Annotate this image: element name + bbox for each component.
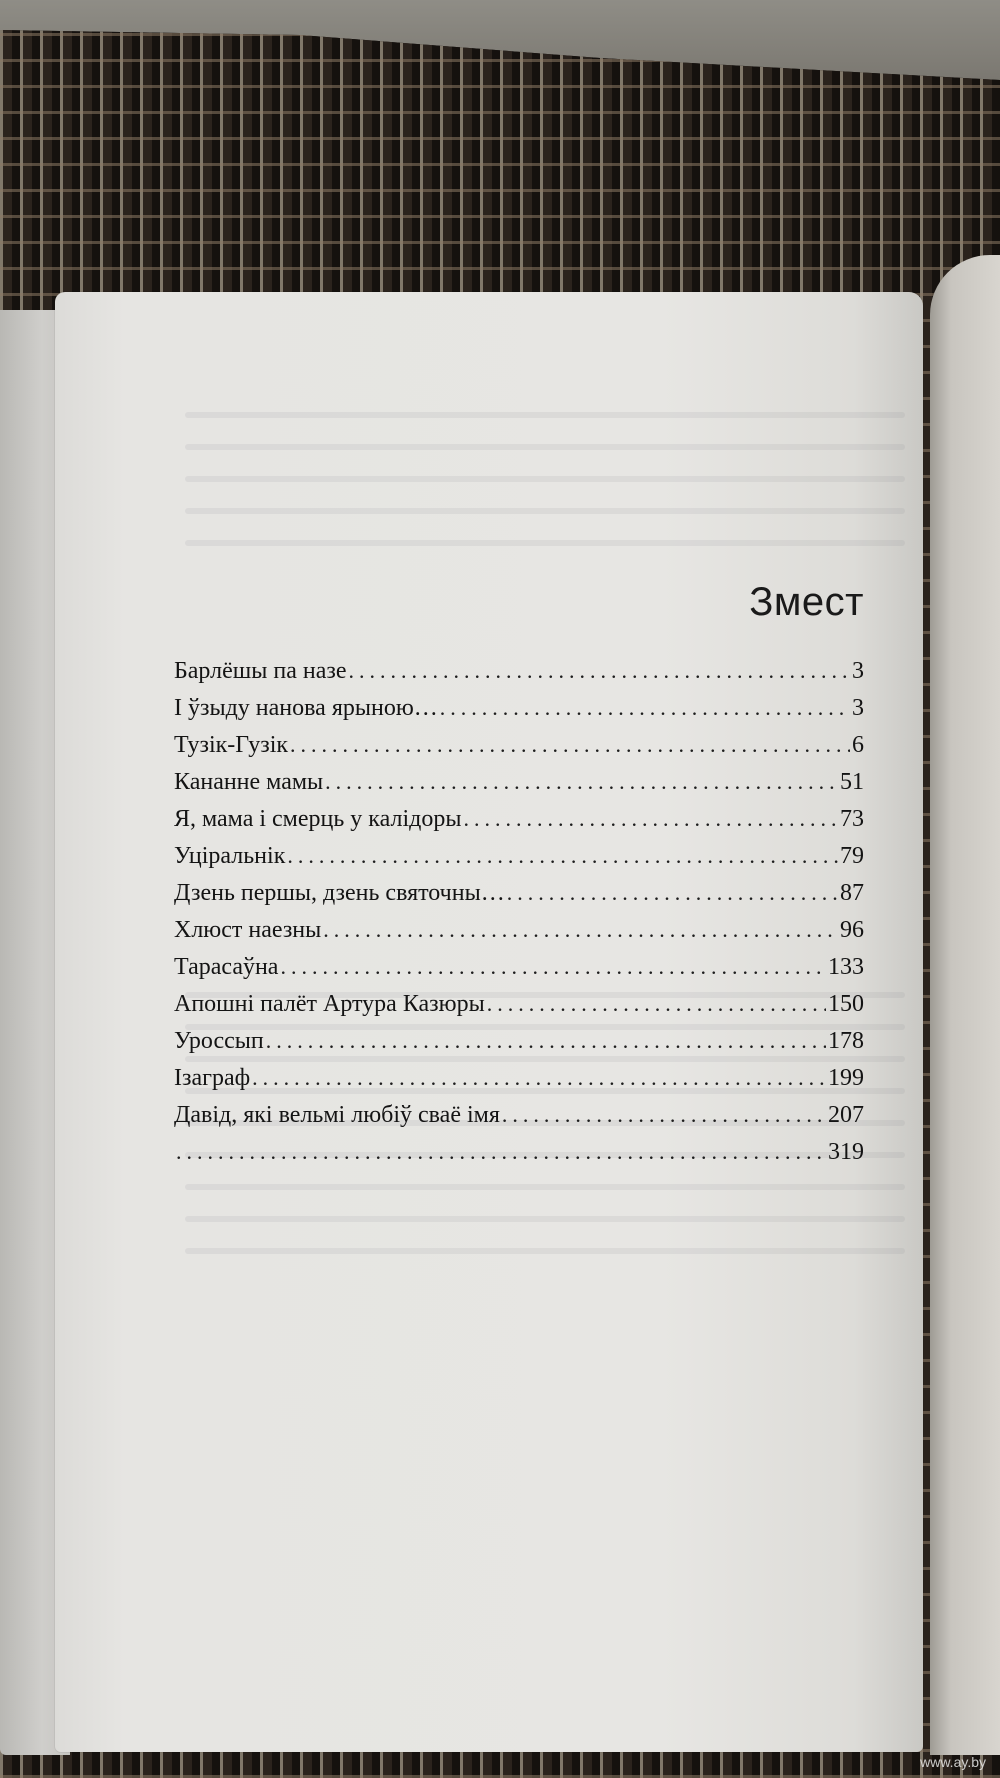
toc-entry-title: Ізаграф xyxy=(174,1065,251,1091)
show-through-line xyxy=(185,1184,905,1190)
toc-entry xyxy=(174,1059,864,1096)
toc-dot-leader xyxy=(507,874,838,911)
show-through-line xyxy=(185,508,905,514)
toc-dot-leader xyxy=(290,726,850,763)
toc-entry xyxy=(174,911,864,948)
toc-entry-page: 178 xyxy=(828,1028,864,1054)
toc-entry-page: 199 xyxy=(828,1065,864,1091)
toc-dot-leader xyxy=(287,837,838,874)
toc-entry-page: 79 xyxy=(840,843,864,869)
watermark: www.ay.by xyxy=(920,1754,986,1770)
toc-entry-title: Хлюст наезны xyxy=(174,917,322,943)
show-through-line xyxy=(185,444,905,450)
toc-dot-leader xyxy=(487,985,826,1022)
toc-entry xyxy=(174,1022,864,1059)
toc-entry-page: 133 xyxy=(828,954,864,980)
toc-dot-leader xyxy=(323,911,838,948)
toc-dot-leader xyxy=(266,1022,826,1059)
toc-dot-leader xyxy=(176,1133,826,1170)
toc-entry-page: 73 xyxy=(840,806,864,832)
toc-entry-title: Тарасаўна xyxy=(174,954,279,980)
toc-entry-title: Я, мама і смерць у калідоры xyxy=(174,806,462,832)
toc-entry-page: 51 xyxy=(840,769,864,795)
toc-entry-page: 87 xyxy=(840,880,864,906)
toc-entry xyxy=(174,800,864,837)
toc-dot-leader xyxy=(252,1059,826,1096)
toc-entry-title: Апошні палёт Артура Казюры xyxy=(174,991,485,1017)
toc-entry-page: 3 xyxy=(852,658,864,684)
toc-entry xyxy=(174,985,864,1022)
show-through-line xyxy=(185,476,905,482)
toc-entry-title: Давід, які вельмі любіў сваё імя xyxy=(174,1102,500,1128)
show-through-line xyxy=(185,540,905,546)
toc-entry xyxy=(174,837,864,874)
toc-entry xyxy=(174,689,864,726)
toc-entry xyxy=(174,1133,864,1170)
toc-dot-leader xyxy=(325,763,838,800)
toc-entry-page: 6 xyxy=(852,732,864,758)
toc-entry xyxy=(174,726,864,763)
toc-dot-leader xyxy=(440,689,850,726)
toc-entry-title: Барлёшы па назе xyxy=(174,658,347,684)
toc-entry xyxy=(174,652,864,689)
next-page-edge xyxy=(930,255,1000,1755)
toc-entry-page: 96 xyxy=(840,917,864,943)
toc-entry-page: 150 xyxy=(828,991,864,1017)
toc-entry-title: Дзень першы, дзень святочны… xyxy=(174,880,505,906)
toc-entry-title: Кананне мамы xyxy=(174,769,324,795)
toc-title: Змест xyxy=(749,580,864,624)
show-through-line xyxy=(185,1248,905,1254)
toc-entry xyxy=(174,763,864,800)
toc-entry-page: 207 xyxy=(828,1102,864,1128)
toc-dot-leader xyxy=(463,800,838,837)
toc-entry xyxy=(174,948,864,985)
toc-dot-leader xyxy=(348,652,850,689)
toc-dot-leader xyxy=(502,1096,826,1133)
toc-entry-title: Уціральнік xyxy=(174,843,286,869)
toc-entry-title: І ўзыду нанова ярыною… xyxy=(174,695,438,721)
toc-entry xyxy=(174,1096,864,1133)
toc-entry-page: 3 xyxy=(852,695,864,721)
show-through-line xyxy=(185,1216,905,1222)
toc-entry-title: Тузік-Гузік xyxy=(174,732,289,758)
toc-dot-leader xyxy=(280,948,826,985)
toc-entry xyxy=(174,874,864,911)
toc-entry-page: 319 xyxy=(828,1139,864,1165)
toc-list xyxy=(174,652,864,1170)
toc-entry-title: Уроссып xyxy=(174,1028,264,1054)
show-through-line xyxy=(185,412,905,418)
